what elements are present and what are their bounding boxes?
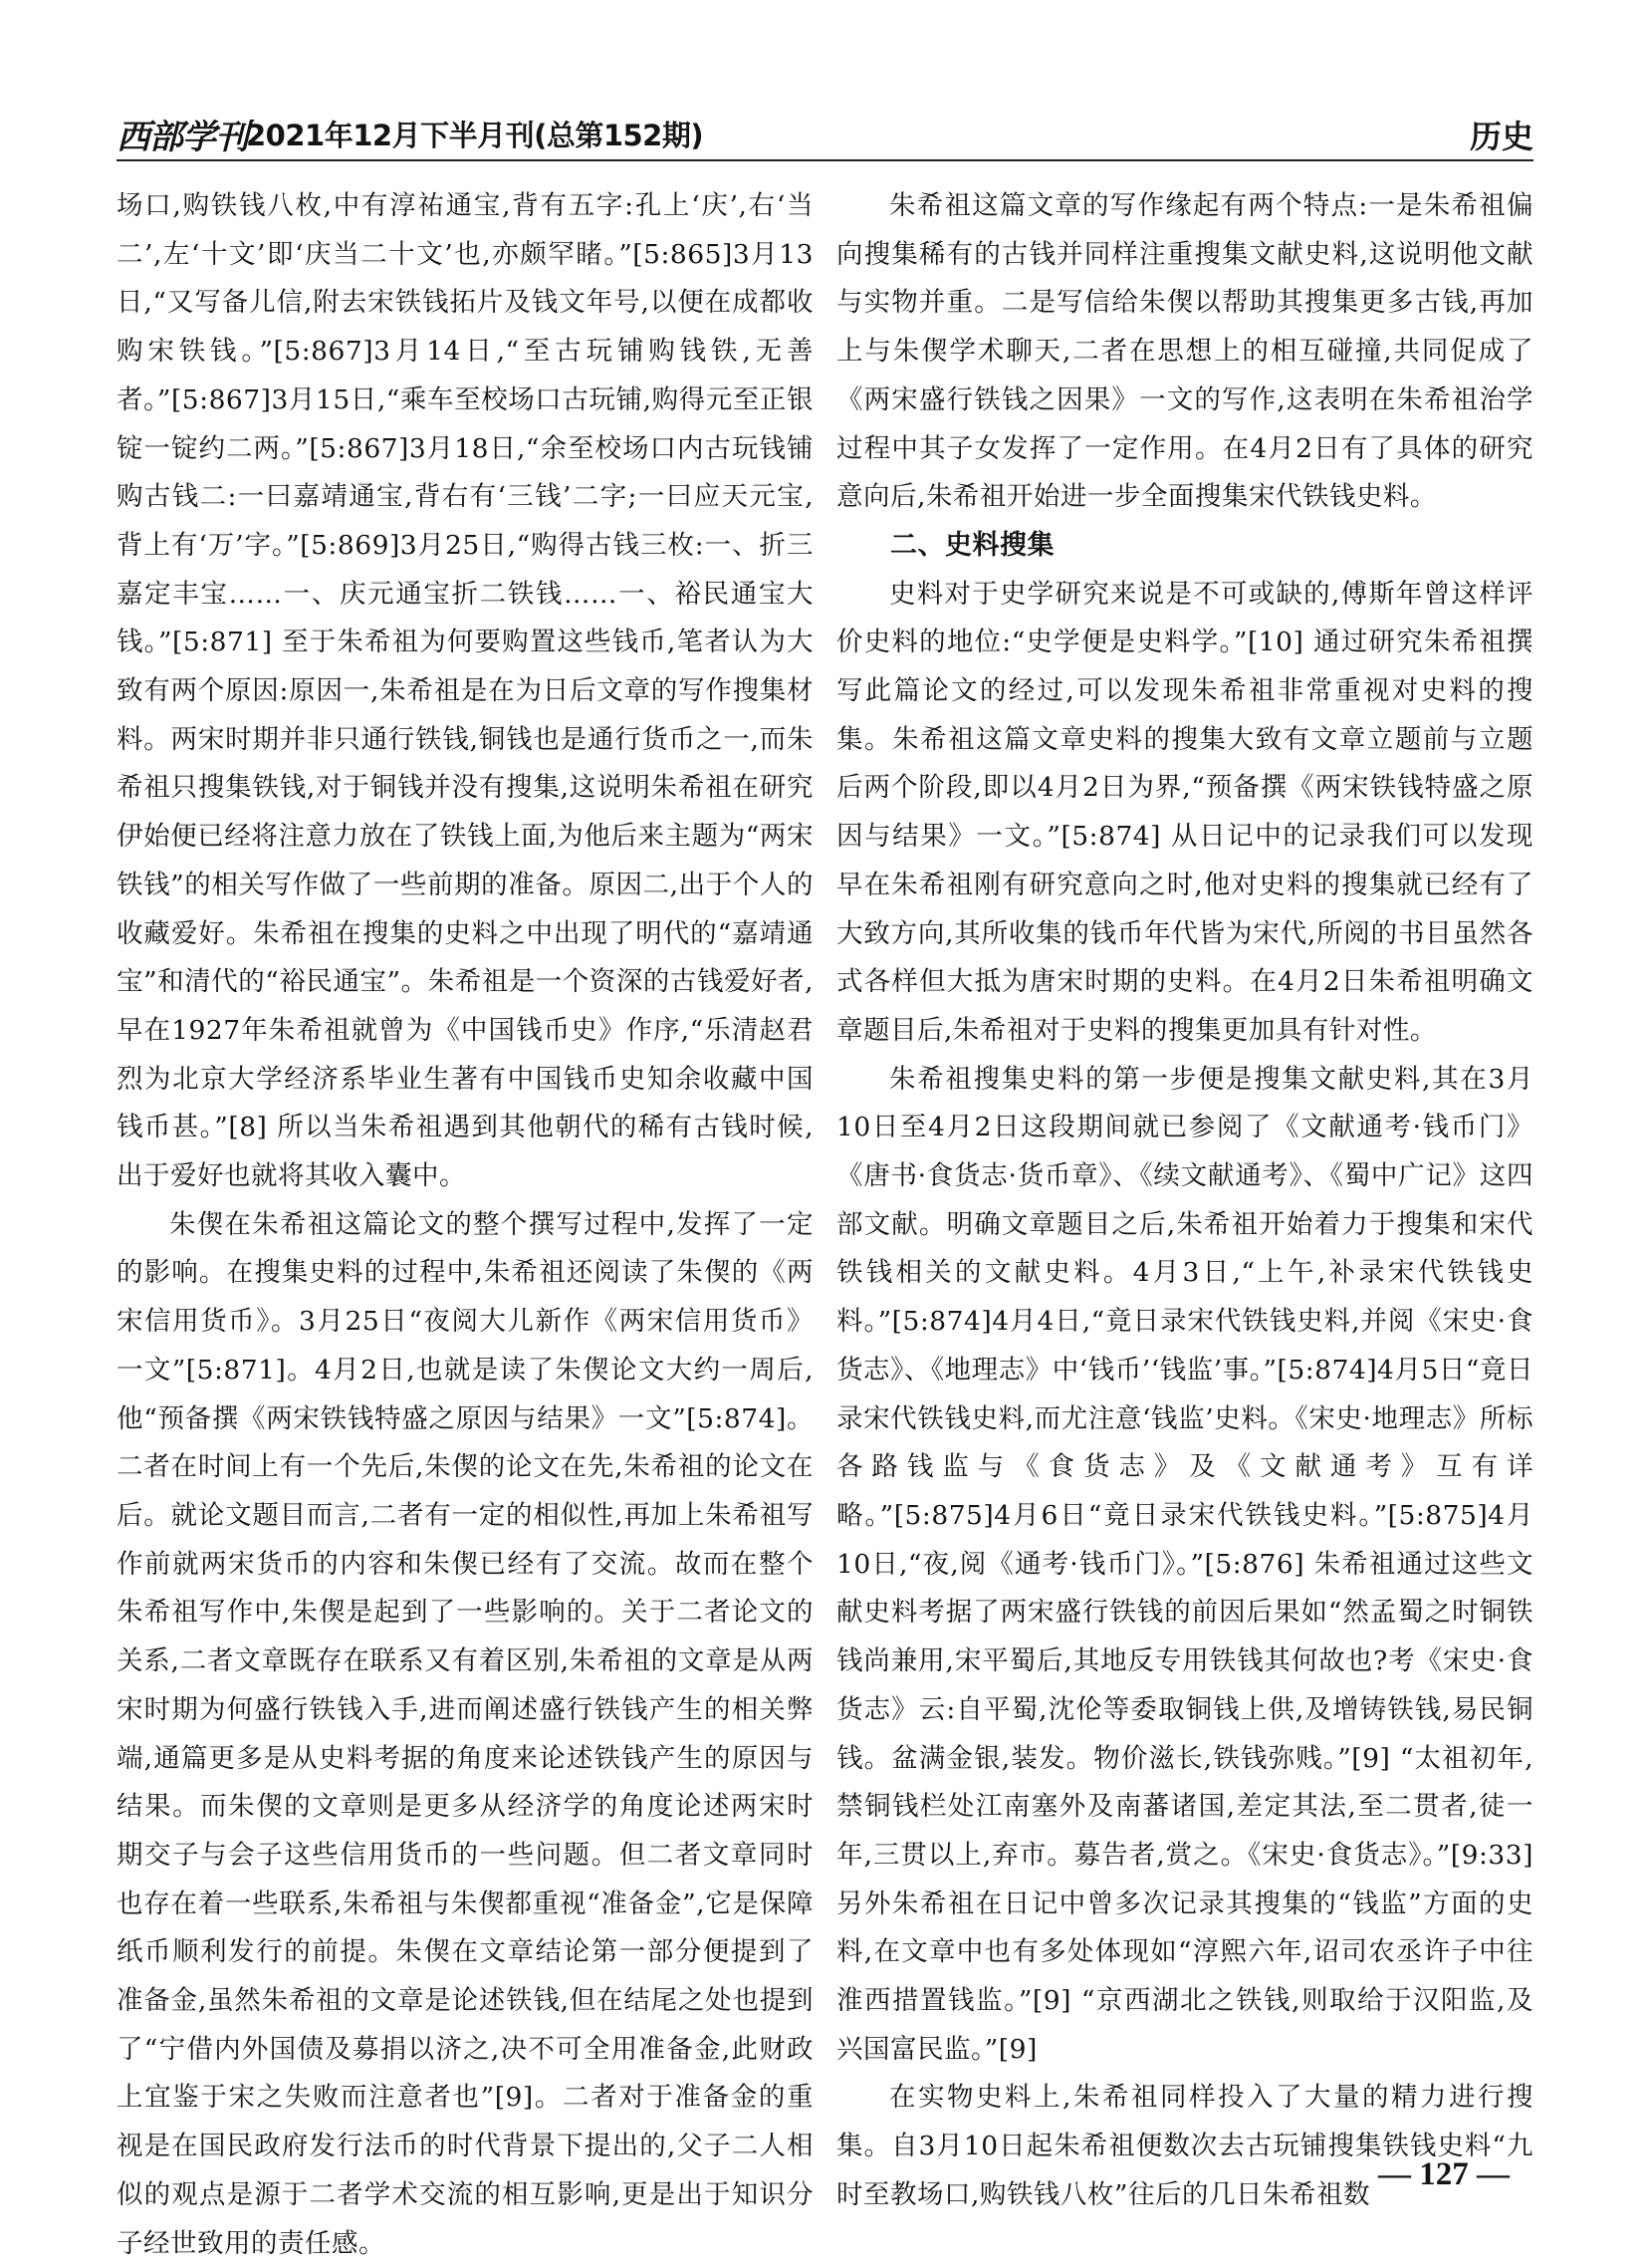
right-column (836, 182, 1533, 2220)
journal-logo: 西部学刊 (117, 118, 248, 157)
body-paragraph: 在实物史料上,朱希祖同样投入了大量的精力进行搜集。自3月10日起朱希祖便数次去古玩铺搜集铁钱史料“九时至教场口,购铁钱八枚”往后的几日朱希祖数 (836, 2082, 1533, 2210)
page-header (117, 108, 1533, 157)
body-paragraph: 朱希祖这篇文章的写作缘起有两个特点:一是朱希祖偏向搜集稀有的古钱并同样注重搜集文献史料,这说明他文献与实物并重。二是写信给朱偰以帮助其搜集更多古钱,再加上与朱偰学术聊天,二者在思想上的相互碰撞,共同促成了《两宋盛行铁钱之因果》一文的写作,这表明在朱希祖治学过程中其子女发挥了一定作用。在4月2日有了具体的研究意向后,朱希祖开始进一步全面搜集宋代铁钱史料。 (836, 190, 1533, 513)
section-label: 历史 (1469, 118, 1533, 155)
header-rule (117, 159, 1533, 161)
page-number: — 127 — (1378, 2156, 1510, 2192)
body-paragraph: 场口,购铁钱八枚,中有淳祐通宝,背有五字:孔上‘庆’,右‘当二’,左‘十文’即‘庆当二十文’也,亦颇罕睹。”[5:865]3月13日,“又写备儿信,附去宋铁钱拓片及钱文年号,以便在成都收购宋铁钱。”[5:867]3月14日,“至古玩铺购钱铁,无善者。”[5:867]3月15日,“乘车至校场口古玩铺,购得元至正银锭一锭约二两。”[5:867]3月18日,“余至校场口内古玩钱铺购古钱二:一曰嘉靖通宝,背右有‘三钱’二字;一曰应天元宝,背上有‘万’字。”[5:869]3月25日,“购得古钱三枚:一、折三嘉定丰宝……一、庆元通宝折二铁钱……一、裕民通宝大钱。”[5:871] 至于朱希祖为何要购置这些钱币,笔者认为大致有两个原因:原因一,朱希祖是在为日后文章的写作搜集材料。两宋时期并非只通行铁钱,铜钱也是通行货币之一,而朱希祖只搜集铁钱,对于铜钱并没有搜集,这说明朱希祖在研究伊始便已经将注意力放在了铁钱上面,为他后来主题为“两宋铁钱”的相关写作做了一些前期的准备。原因二,出于个人的收藏爱好。朱希祖在搜集的史料之中出现了明代的“嘉靖通宝”和清代的“裕民通宝”。朱希祖是一个资深的古钱爱好者,早在1927年朱希祖就曾为《中国钱币史》作序,“乐清赵君烈为北京大学经济系毕业生著有中国钱币史知余收藏中国钱币甚。”[8] 所以当朱希祖遇到其他朝代的稀有古钱时候,出于爱好也就将其收入囊中。 (117, 190, 814, 1192)
body-paragraph: 朱希祖搜集史料的第一步便是搜集文献史料,其在3月10日至4月2日这段期间就已参阅了《文献通考·钱币门》《唐书·食货志·货币章》、《续文献通考》、《蜀中广记》这四部文献。明确文章题目之后,朱希祖开始着力于搜集和宋代铁钱相关的文献史料。4月3日,“上午,补录宋代铁钱史料。”[5:874]4月4日,“竟日录宋代铁钱史料,并阅《宋史·食货志》、《地理志》中‘钱币’‘钱监’事。”[5:874]4月5日“竟日录宋代铁钱史料,而尤注意‘钱监’史料。《宋史·地理志》所标各路钱监与《食货志》及《文献通考》互有详略。”[5:875]4月6日“竟日录宋代铁钱史料。”[5:875]4月10日,“夜,阅《通考·钱币门》。”[5:876] 朱希祖通过这些文献史料考据了两宋盛行铁钱的前因后果如“然孟蜀之时铜铁钱尚兼用,宋平蜀后,其地反专用铁钱其何故也?考《宋史·食货志》云:自平蜀,沈伦等委取铜钱上供,及增铸铁钱,易民铜钱。盆满金银,装发。物价滋长,铁钱弥贱。”[9] “太祖初年,禁铜钱栏处江南塞外及南蕃诸国,差定其法,至二贯者,徒一年,三贯以上,弃市。募告者,赏之。《宋史·食货志》。”[9:33] 另外朱希祖在日记中曾多次记录其搜集的“钱监”方面的史料,在文章中也有多处体现如“淳熙六年,诏司农丞许子中往淮西措置钱监。”[9] “京西湖北之铁钱,则取给于汉阳监,及兴国富民监。”[9] (836, 1063, 1533, 2065)
section-heading: 二、史料搜集 (890, 529, 1055, 561)
body-paragraph: 朱偰在朱希祖这篇论文的整个撰写过程中,发挥了一定的影响。在搜集史料的过程中,朱希祖还阅读了朱偰的《两宋信用货币》。3月25日“夜阅大儿新作《两宋信用货币》一文”[5:871]。4月2日,也就是读了朱偰论文大约一周后,他“预备撰《两宋铁钱特盛之原因与结果》一文”[5:874]。二者在时间上有一个先后,朱偰的论文在先,朱希祖的论文在后。就论文题目而言,二者有一定的相似性,再加上朱希祖写作前就两宋货币的内容和朱偰已经有了交流。故而在整个朱希祖写作中,朱偰是起到了一些影响的。关于二者论文的关系,二者文章既存在联系又有着区别,朱希祖的文章是从两宋时期为何盛行铁钱入手,进而阐述盛行铁钱产生的相关弊端,通篇更多是从史料考据的角度来论述铁钱产生的原因与结果。而朱偰的文章则是更多从经济学的角度论述两宋时期交子与会子这些信用货币的一些问题。但二者文章同时也存在着一些联系,朱希祖与朱偰都重视“准备金”,它是保障纸币顺利发行的前提。朱偰在文章结论第一部分便提到了准备金,虽然朱希祖的文章是论述铁钱,但在结尾之处也提到了“宁借内外国债及募捐以济之,决不可全用准备金,此财政上宜鉴于宋之失败而注意者也”[9]。二者对于准备金的重视是在国民政府发行法币的时代背景下提出的,父子二人相似的观点是源于二者学术交流的相互影响,更是出于知识分子经世致用的责任感。 (117, 1208, 814, 2259)
left-column (117, 182, 814, 2268)
body-paragraph: 史料对于史学研究来说是不可或缺的,傅斯年曾这样评价史料的地位:“史学便是史料学。”[10] 通过研究朱希祖撰写此篇论文的经过,可以发现朱希祖非常重视对史料的搜集。朱希祖这篇文章史料的搜集大致有文章立题前与立题后两个阶段,即以4月2日为界,“预备撰《两宋铁钱特盛之原因与结果》一文。”[5:874] 从日记中的记录我们可以发现早在朱希祖刚有研究意向之时,他对史料的搜集就已经有了大致方向,其所收集的钱币年代皆为宋代,所阅的书目虽然各式各样但大抵为唐宋时期的史料。在4月2日朱希祖明确文章题目后,朱希祖对于史料的搜集更加具有针对性。 (836, 578, 1533, 1046)
issue-info: 2021年12月下半月刊(总第152期) (246, 119, 704, 152)
